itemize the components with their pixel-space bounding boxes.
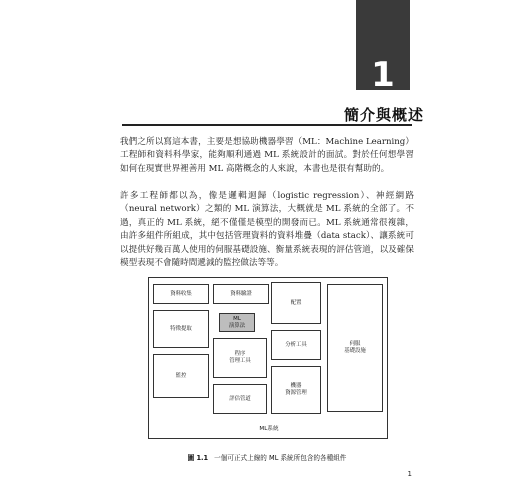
figure-caption (120, 452, 414, 462)
paragraph-intro: 我們之所以寫這本書，主要是想協助機器學習（ML：Machine Learning）工程師和資料科學家，能夠順利通過 ML 系統設計的面試。對於任何想學習如何在現實世界裡善用 ML 高階概念的人來說，本書也是很有幫助的。 (120, 137, 414, 174)
box-monitoring: 監控 (153, 354, 209, 398)
page-number: 1 (407, 470, 412, 478)
ml-system-diagram (148, 277, 388, 439)
caption-text: 一個可正式上線的 ML 系統所包含的各種組件 (214, 454, 347, 462)
chapter-number: 1 (371, 55, 395, 95)
caption-number: 圖 1.1 (187, 454, 209, 462)
system-label: ML系統 (259, 426, 279, 432)
box-analysis-tools: 分析工具 (271, 330, 321, 360)
box-config: 配置 (271, 282, 321, 324)
box-eval-pipeline: 評估管道 (213, 384, 267, 414)
chapter-rule (122, 124, 412, 126)
chapter-title: 簡介與概述 (343, 106, 424, 124)
paragraph-components: 許多工程師都以為，像是邏輯迴歸（logistic regression）、神經網路（neural network）之類的 ML 演算法，大概就是 ML 系統的全部了。不過，真正的 ML 系統，絕不僅僅是模型的開發而已。ML 系統通常很複雜，由許多組件所組成，其中包括管理資料的資料堆疊（data stack）、讓系統可以提供好幾百萬人使用的伺服基礎設施、衡量系統表現的評估管道，以及確保模型表現不會隨時間遞減的監控做法等等。 (120, 191, 414, 269)
box-machine-resource: 機器 資源管理 (271, 366, 321, 414)
box-feature-extraction: 特徵提取 (153, 310, 209, 348)
box-data-validation: 資料驗證 (213, 284, 269, 304)
box-process-management: 程序 管理工具 (213, 338, 267, 378)
box-ml-code: ML 演算法 (219, 313, 255, 332)
box-serving-infrastructure: 伺服 基礎設施 (327, 284, 383, 412)
box-data-collection: 資料收集 (153, 284, 209, 304)
